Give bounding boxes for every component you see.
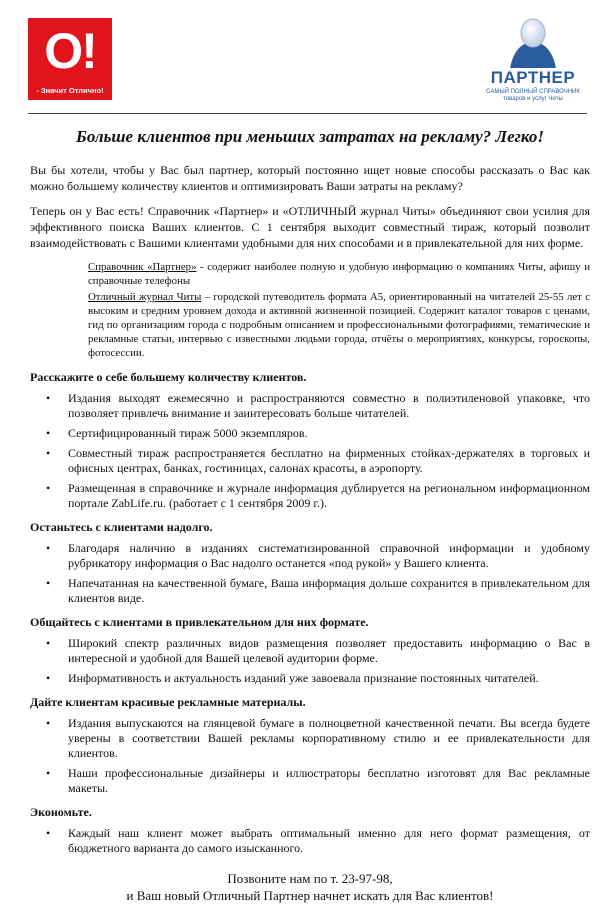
partner-figure-icon [504,18,562,70]
section-list [30,391,590,511]
description-partner-name: Справочник «Партнер» [88,261,197,273]
bullet-icon: • [46,766,51,780]
description-partner-text: - содержит наиболее полную и удобную информацию о компаниях Читы, афишу и справочные телефоны [88,261,590,287]
list-item-text: Информативность и актуальность изданий уже завоевала признание постоянных читателей. [68,671,539,685]
section-list [30,541,590,606]
bullet-icon: • [46,576,51,590]
bullet-icon: • [46,426,51,440]
list-item [46,481,590,511]
list-item-text: Каждый наш клиент может выбрать оптимальный именно для него формат размещения, от бюджетного варианта до самого изысканного. [68,826,590,855]
publication-descriptions [88,260,590,360]
partner-subtitle-1: САМЫЙ ПОЛНЫЙ СПРАВОЧНИК [486,89,580,95]
intro-paragraph-1: Вы бы хотели, чтобы у Вас был партнер, который постоянно ищет новые способы рассказать о Вас как можно большему количеству клиентов и оптимизировать Ваши затраты на рекламу? [30,163,590,193]
list-item-text: Благодаря наличию в изданиях систематизированной справочной информации и удобному рубрикатору информация о Вас надолго останется «под рукой» у Вашего клиента. [68,541,590,570]
footer-slogan-line: и Ваш новый Отличный Партнер начнет искать для Вас клиентов! [126,888,494,903]
list-item [46,426,590,441]
list-item-text: Сертифицированный тираж 5000 экземпляров. [68,426,308,440]
section-heading: Дайте клиентам красивые рекламные материалы. [30,695,306,709]
bullet-icon: • [46,636,51,650]
header-divider [28,113,587,114]
description-partner [88,260,590,288]
bullet-icon: • [46,481,51,495]
logo-tagline: - Значит Отлично! [36,86,104,95]
list-item-text: Издания выпускаются на глянцевой бумаге в полноцветной качественной печати. Вы всегда будете уверены в соответствии Вашей рекламы корпоративному стилю и ее привлекательности для клиентов. [68,716,590,760]
list-item-text: Наши профессиональные дизайнеры и иллюстраторы бесплатно изготовят для Вас рекламные макеты. [68,766,590,795]
list-item [46,636,590,666]
list-item [46,541,590,571]
section-list [30,636,590,686]
list-item [46,716,590,761]
section-list [30,716,590,796]
section-heading: Общайтесь с клиентами в привлекательном для них формате. [30,615,369,629]
call-to-action [30,870,590,904]
footer-phone-line: Позвоните нам по т. 23-97-98, [227,871,393,886]
section-heading: Расскажите о себе большему количеству клиентов. [30,370,307,384]
description-journal-name: Отличный журнал Читы [88,291,202,303]
description-journal [88,290,590,360]
partner-name: ПАРТНЕР [490,68,576,87]
list-item [46,446,590,476]
list-item-text: Совместный тираж распространяется бесплатно на фирменных стойках-держателях в торговых и офисных центрах, банках, гостиницах, салонах красоты, в аэропорту. [68,446,590,475]
list-item [46,576,590,606]
list-item-text: Напечатанная на качественной бумаге, Ваша информация дольше сохранится в привлекательном для клиентов виде. [68,576,590,605]
list-item [46,671,590,686]
section-heading: Экономьте. [30,805,92,819]
document-body [30,126,590,904]
intro-paragraph-2: Теперь он у Вас есть! Справочник «Партнер» и «ОТЛИЧНЫЙ журнал Читы» объединяют свои усилия для эффективного поиска Ваших клиентов. С 1 сентября выходит совместный тираж, который позволит взаимодействовать с Вашими клиентами удобными для них способами и в привлекательной для них форме. [30,204,590,250]
partner-logo [474,18,592,108]
list-item-text: Издания выходят ежемесячно и распространяются совместно в полиэтиленовой упаковке, что позволяет привлечь внимание и заинтересовать больше читателей. [68,391,590,420]
list-item [46,826,590,856]
list-item [46,391,590,421]
logo-mark: О! [44,23,96,79]
description-journal-text: – городской путеводитель формата А5, ориентированный на читателей 25-55 лет с высоким и средним уровнем дохода и активной жизненной позицией. Содержит каталог товаров с ценами, гид по организациям города с подробным описанием и профессиональными фотографиями, тематические и рекламные статьи, интервью с известными людьми города, отчёты о мероприятиях, конкурсы, гороскопы, фотосессии. [88,291,590,359]
section-heading: Останьтесь с клиентами надолго. [30,520,213,534]
list-item-text: Широкий спектр различных видов размещения позволяет предоставить информацию о Вас в интересной и удобной для Вашей целевой аудитории форме. [68,636,590,665]
bullet-icon: • [46,671,51,685]
bullet-icon: • [46,541,51,555]
list-item-text: Размещенная в справочнике и журнале информация дублируется на региональном информационном портале ZabLife.ru. (работает с 1 сентября 2009 г.). [68,481,590,510]
document-title: Больше клиентов при меньших затратах на рекламу? Легко! [76,127,544,146]
bullet-icon: • [46,391,51,405]
bullet-icon: • [46,826,51,840]
section-list [30,826,590,856]
otlichny-logo [28,18,112,100]
bullet-icon: • [46,446,51,460]
bullet-icon: • [46,716,51,730]
list-item [46,766,590,796]
partner-subtitle-2: товаров и услуг Читы [503,96,563,102]
